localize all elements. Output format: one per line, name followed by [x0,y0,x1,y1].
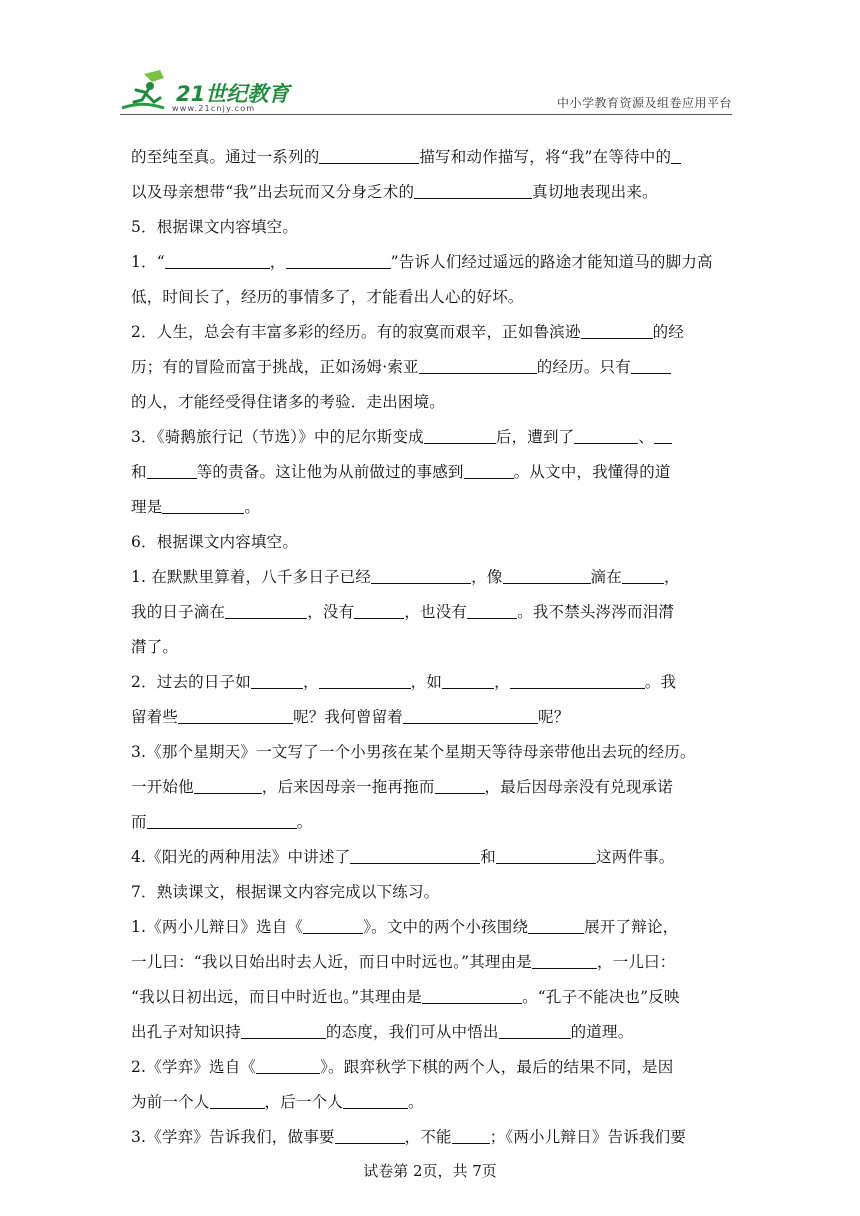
text-line [131,980,731,1015]
fill-in-blank[interactable] [422,983,522,1004]
fill-in-blank[interactable] [178,703,293,724]
text-line [131,805,731,840]
text-segment: ，后一个人 [264,1093,344,1111]
fill-in-blank[interactable] [574,423,638,444]
text-segment: ”告诉人们经过遥远的路途才能知道马的脚力高 [390,253,713,271]
text-segment: 》。文中的两个小孩围绕 [363,918,529,936]
text-segment: ，不能 [404,1128,452,1146]
text-segment: 4.《阳光的两种用法》中讲述了 [131,848,351,866]
text-segment: 真切地表现出来。 [532,183,658,201]
text-line [131,840,731,875]
fill-in-blank[interactable] [671,143,681,164]
logo-text: 21世纪教育 [176,82,290,106]
text-segment: 等的责备。这让他为从前做过的事感到 [196,463,464,481]
text-line [131,910,731,945]
text-segment: 的经 [652,323,685,341]
text-segment: 的道理。 [570,1023,634,1041]
text-line [131,455,731,490]
text-segment: 。我不禁头涔涔而泪潸 [517,603,675,621]
text-segment: 。 [408,1093,424,1111]
text-segment: 理是 [131,498,163,516]
fill-in-blank[interactable] [371,563,471,584]
text-segment: 一开始他 [131,778,194,796]
text-line [131,875,731,910]
text-segment: ；《两小儿辩日》告诉我们要 [489,1128,687,1146]
fill-in-blank[interactable] [165,248,270,269]
text-line [131,280,731,315]
fill-in-blank[interactable] [424,423,496,444]
platform-title: 中小学教育资源及组卷应用平台 [556,96,732,110]
fill-in-blank[interactable] [581,318,653,339]
text-segment: 的态度，我们可从中悟出 [325,1023,499,1041]
text-line [131,700,731,735]
text-segment: ，后来因母亲一拖再拖而 [261,778,435,796]
text-segment: 展开了辩论， [584,918,679,936]
text-segment: 。从文中，我懂得的道 [513,463,671,481]
text-line [131,245,731,280]
fill-in-blank[interactable] [286,248,391,269]
fill-in-blank[interactable] [256,1053,320,1074]
fill-in-blank[interactable] [350,843,480,864]
fill-in-blank[interactable] [528,913,584,934]
text-line [131,490,731,525]
fill-in-blank[interactable] [442,668,494,689]
text-line [131,1085,731,1120]
text-segment: 滴在 [590,568,622,586]
text-segment: 。 [296,813,313,831]
text-segment: 2．人生，总会有丰富多彩的经历。有的寂寞而艰辛，正如鲁滨逊 [131,323,581,341]
text-segment: 为前一个人 [131,1093,210,1111]
text-segment: 留着些 [131,708,179,726]
fill-in-blank[interactable] [403,703,538,724]
text-line [131,210,731,245]
site-logo[interactable] [120,68,320,116]
text-segment: 我的日子滴在 [131,603,226,621]
running-person-icon [120,68,180,114]
fill-in-blank[interactable] [496,843,596,864]
fill-in-blank[interactable] [414,178,532,199]
text-segment: 历；有的冒险而富于挑战，正如汤姆·索亚 [131,358,419,376]
text-segment: 1. 在默默里算着，八千多日子已经 [131,568,372,586]
fill-in-blank[interactable] [319,143,419,164]
text-line [131,350,731,385]
fill-in-blank[interactable] [354,598,404,619]
header-divider [120,114,732,115]
fill-in-blank[interactable] [210,1088,265,1109]
text-line [131,1120,731,1155]
text-segment: 3．《骑鹅旅行记（节选）》中的尼尔斯变成 [131,428,424,446]
text-line [131,175,731,210]
text-line [131,140,731,175]
fill-in-blank[interactable] [499,1018,571,1039]
text-segment: 一儿曰：“我以日始出时去人近，而日中时远也。”其理由是 [131,953,532,971]
fill-in-blank[interactable] [532,948,597,969]
text-segment: ，最后因母亲没有兑现承诺 [484,778,673,796]
text-segment: ， [663,568,680,586]
fill-in-blank[interactable] [303,913,363,934]
text-line [131,735,731,770]
text-line [131,1050,731,1085]
fill-in-blank[interactable] [241,1018,326,1039]
text-segment: 潸了。 [131,638,179,656]
fill-in-blank[interactable] [467,598,517,619]
page-header [120,62,732,118]
text-line [131,1015,731,1050]
fill-in-blank[interactable] [225,598,307,619]
text-line [131,525,731,560]
fill-in-blank[interactable] [622,563,664,584]
text-segment: 3.《学弈》告诉我们，做事要 [131,1128,335,1146]
text-segment: ，一儿曰： [597,953,676,971]
text-segment: 低，时间长了，经历的事情多了，才能看出人心的好坏。 [131,288,524,306]
text-line [131,315,731,350]
text-segment: 1.《两小儿辩日》选自《 [131,918,304,936]
text-segment: 1．“ [131,253,165,271]
text-segment: 的至纯至真。通过一系列的 [131,148,320,166]
text-line [131,420,731,455]
text-segment: 、 [638,428,655,446]
text-segment: 描写和动作描写，将“我”在等待中的 [419,148,672,166]
fill-in-blank[interactable] [464,458,514,479]
text-segment: 》。跟弈秋学下棋的两个人，最后的结果不同，是因 [320,1058,674,1076]
text-line [131,945,731,980]
text-segment: ，没有 [307,603,355,621]
text-segment: 后，遭到了 [495,428,575,446]
text-segment: 的经历。只有 [536,358,631,376]
text-segment: 3.《那个星期天》一文写了一个小男孩在某个星期天等待母亲带他出去玩的经历。 [131,743,696,761]
text-segment: 这两件事。 [596,848,675,866]
text-segment: “我以日初出远，而日中时近也。”其理由是 [131,988,423,1006]
fill-in-blank[interactable] [503,563,591,584]
fill-in-blank[interactable] [343,1088,408,1109]
text-line [131,560,731,595]
text-segment: 。“孔子不能决也”反映 [522,988,680,1006]
document-body [131,140,731,1155]
page-footer: 试卷第 2页，共 7页 [363,1162,497,1180]
fill-in-blank[interactable] [510,668,645,689]
fill-in-blank[interactable] [194,773,262,794]
text-segment: 6．根据课文内容填空。 [131,533,299,551]
text-segment: 呢？我何曾留着 [293,708,404,726]
text-segment: 5．根据课文内容填空。 [131,218,299,236]
text-segment: ， [494,673,510,691]
text-segment: 。 [244,498,261,516]
fill-in-blank[interactable] [147,808,297,829]
text-segment: 出孔子对知识持 [131,1023,241,1041]
text-segment: 和 [131,463,147,481]
text-segment: 和 [480,848,496,866]
fill-in-blank[interactable] [452,1123,490,1144]
text-line [131,385,731,420]
fill-in-blank[interactable] [631,353,671,374]
fill-in-blank[interactable] [435,773,485,794]
fill-in-blank[interactable] [319,668,411,689]
text-segment: ，如 [410,673,443,691]
text-segment: 呢？ [538,708,570,726]
text-line [131,595,731,630]
text-segment: 7．熟读课文，根据课文内容完成以下练习。 [131,883,440,901]
text-segment: ， [302,673,319,691]
text-segment: 2．过去的日子如 [131,673,251,691]
fill-in-blank[interactable] [251,668,303,689]
text-segment: ，也没有 [404,603,468,621]
text-segment: ，像 [471,568,503,586]
text-line [131,770,731,805]
fill-in-blank[interactable] [419,353,537,374]
fill-in-blank[interactable] [162,493,244,514]
text-segment: 的人，才能经受得住诸多的考验．走出困境。 [131,393,446,411]
fill-in-blank[interactable] [335,1123,405,1144]
text-segment: 而 [131,813,147,831]
text-segment: 2.《学弈》选自《 [131,1058,257,1076]
text-segment: ， [269,253,286,271]
text-segment: 以及母亲想带“我”出去玩而又分身乏术的 [131,183,415,201]
text-line [131,665,731,700]
text-line [131,630,731,665]
fill-in-blank[interactable] [654,423,672,444]
fill-in-blank[interactable] [147,458,197,479]
logo-url: www.21cnjy.com [172,104,256,113]
text-segment: 。我 [644,673,677,691]
